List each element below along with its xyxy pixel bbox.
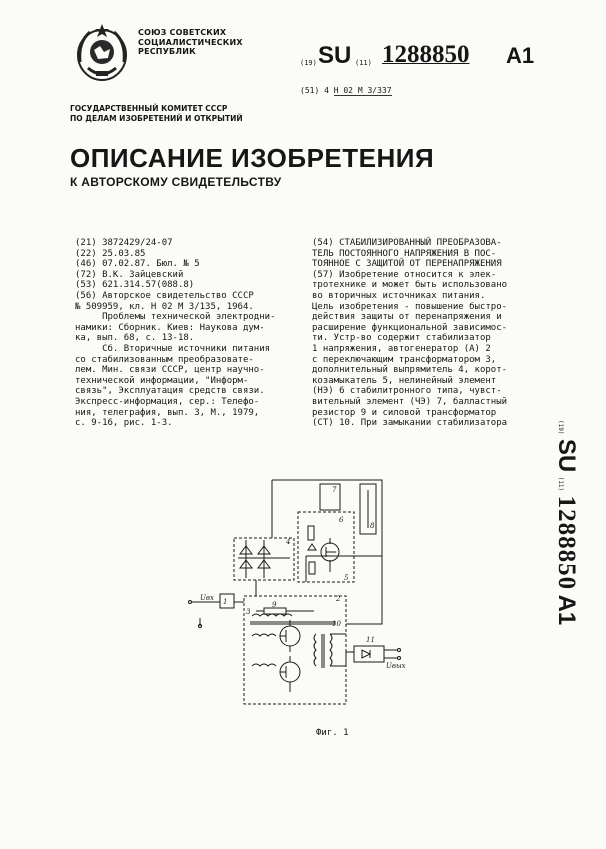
biblio-line: со стабилизованным преобразовате- bbox=[75, 354, 254, 365]
country-code: SU bbox=[318, 42, 352, 69]
document-subtitle: К АВТОРСКОМУ СВИДЕТЕЛЬСТВУ bbox=[70, 175, 282, 189]
side-publication-number bbox=[545, 400, 585, 690]
state-line: ПО ДЕЛАМ ИЗОБРЕТЕНИЙ И ОТКРЫТИЙ bbox=[70, 114, 243, 123]
label-1: 1 bbox=[223, 598, 228, 606]
abstract-line: расширение функциональной зависимос- bbox=[312, 322, 508, 333]
abstract-line: Цель изобретения - повышение быстро- bbox=[312, 301, 508, 312]
autogenerator-block bbox=[244, 596, 346, 704]
biblio-line: ния, телеграфия, вып. 3, М., 1979, bbox=[75, 407, 260, 418]
biblio-line: ка, вып. 68, с. 13-18. bbox=[75, 333, 195, 344]
abstract-line: дополнительный выпрямитель 4, корот- bbox=[312, 365, 508, 376]
abstract-line: (54) СТАБИЛИЗИРОВАННЫЙ ПРЕОБРАЗОВА- bbox=[312, 238, 502, 248]
side-prefix-19: (19) bbox=[557, 420, 564, 435]
label-4: 4 bbox=[286, 538, 291, 546]
abstract-line: (57) Изобретение относится к элек- bbox=[312, 269, 497, 280]
side-country-code: SU bbox=[553, 438, 580, 473]
abstract-line: во вторичных источниках питания. bbox=[312, 290, 486, 301]
biblio-line: (53) 621.314.57(088.8) bbox=[75, 280, 195, 291]
biblio-line: Сб. Вторичные источники питания bbox=[75, 343, 271, 354]
biblio-line: (72) В.К. Зайцевский bbox=[75, 269, 184, 280]
biblio-line: № 509959, кл. Н 02 М 3/135, 1964. bbox=[75, 301, 254, 312]
abstract-line: козамыкатель 5, нелинейный элемент bbox=[312, 375, 497, 386]
label-11: 11 bbox=[366, 636, 375, 644]
abstract-line: ТЕЛЬ ПОСТОЯННОГО НАПРЯЖЕНИЯ В ПОС- bbox=[312, 248, 497, 259]
abstract-line: с переключающим трансформатором 3, bbox=[312, 354, 497, 365]
label-6: 6 bbox=[339, 516, 344, 524]
abstract-line: вительный элемент (ЧЭ) 7, балластный bbox=[312, 396, 508, 407]
biblio-line: Экспресс-информация, сер.: Телефо- bbox=[75, 396, 260, 407]
biblio-line: Проблемы технической электродни- bbox=[75, 312, 276, 323]
label-5: 5 bbox=[344, 574, 349, 582]
prefix-19: (19) bbox=[300, 59, 317, 67]
abstract-line: ТОЯННОЕ С ЗАЩИТОЙ ОТ ПЕРЕНАПРЯЖЕНИЯ bbox=[312, 259, 502, 270]
label-8: 8 bbox=[370, 522, 375, 530]
label-uout: Uвых bbox=[386, 662, 406, 670]
bibliographic-data bbox=[75, 238, 275, 429]
circuit-diagram bbox=[186, 474, 416, 714]
ipc-prefix: (51) 4 bbox=[300, 86, 329, 95]
label-uin: Uвх bbox=[200, 594, 214, 602]
biblio-line: (56) Авторское свидетельство СССР bbox=[75, 290, 254, 301]
biblio-line: лем. Мин. связи СССР, центр научно- bbox=[75, 365, 265, 376]
biblio-line: технической информации, "Информ- bbox=[75, 375, 249, 386]
kind-code: A1 bbox=[506, 43, 535, 68]
biblio-line: (21) 3872429/24-07 bbox=[75, 238, 173, 248]
patent-number: 1288850 bbox=[382, 41, 470, 68]
label-3: 3 bbox=[246, 608, 251, 616]
ipc-class bbox=[300, 86, 392, 95]
label-10: 10 bbox=[332, 620, 341, 628]
union-line: СОЮЗ СОВЕТСКИХ bbox=[138, 28, 227, 37]
union-name bbox=[138, 28, 243, 57]
state-line: ГОСУДАРСТВЕННЫЙ КОМИТЕТ СССР bbox=[70, 104, 228, 113]
abstract bbox=[312, 238, 507, 429]
abstract-line: тротехнике и может быть использовано bbox=[312, 280, 508, 291]
biblio-line: связь", Эксплуатация средств связи. bbox=[75, 386, 265, 397]
prefix-11: (11) bbox=[355, 59, 372, 67]
label-9: 9 bbox=[272, 601, 277, 609]
biblio-line: (46) 07.02.87. Бюл. № 5 bbox=[75, 259, 200, 270]
label-2: 2 bbox=[336, 595, 341, 603]
union-line: СОЦИАЛИСТИЧЕСКИХ bbox=[138, 37, 243, 47]
side-prefix-11: (11) bbox=[557, 476, 564, 492]
state-committee bbox=[70, 104, 243, 124]
abstract-line: 1 напряжения, автогенератор (А) 2 bbox=[312, 343, 491, 354]
abstract-line: ти. Устр-во содержит стабилизатор bbox=[312, 333, 491, 344]
side-patent-number: 1288850 bbox=[553, 495, 580, 591]
biblio-line: намики: Сборник. Киев: Наукова дум- bbox=[75, 322, 265, 333]
figure-caption: Фиг. 1 bbox=[316, 728, 349, 738]
ussr-emblem-icon bbox=[74, 22, 130, 84]
side-kind-code: A1 bbox=[553, 594, 580, 626]
biblio-line: с. 9-16, рис. 1-3. bbox=[75, 418, 173, 429]
abstract-line: резистор 9 и силовой трансформатор bbox=[312, 407, 497, 418]
abstract-line: действия защиты от перенапряжения и bbox=[312, 312, 502, 323]
abstract-line: (НЭ) 6 стабилитронного типа, чувст- bbox=[312, 386, 502, 397]
ipc-code: Н 02 М 3/337 bbox=[333, 86, 392, 95]
union-line: РЕСПУБЛИК bbox=[138, 47, 196, 56]
document-title: ОПИСАНИЕ ИЗОБРЕТЕНИЯ bbox=[70, 143, 435, 173]
biblio-line: (22) 25.03.85 bbox=[75, 248, 146, 259]
abstract-line: (СТ) 10. При замыкании стабилизатора bbox=[312, 418, 508, 429]
label-7: 7 bbox=[332, 486, 337, 494]
